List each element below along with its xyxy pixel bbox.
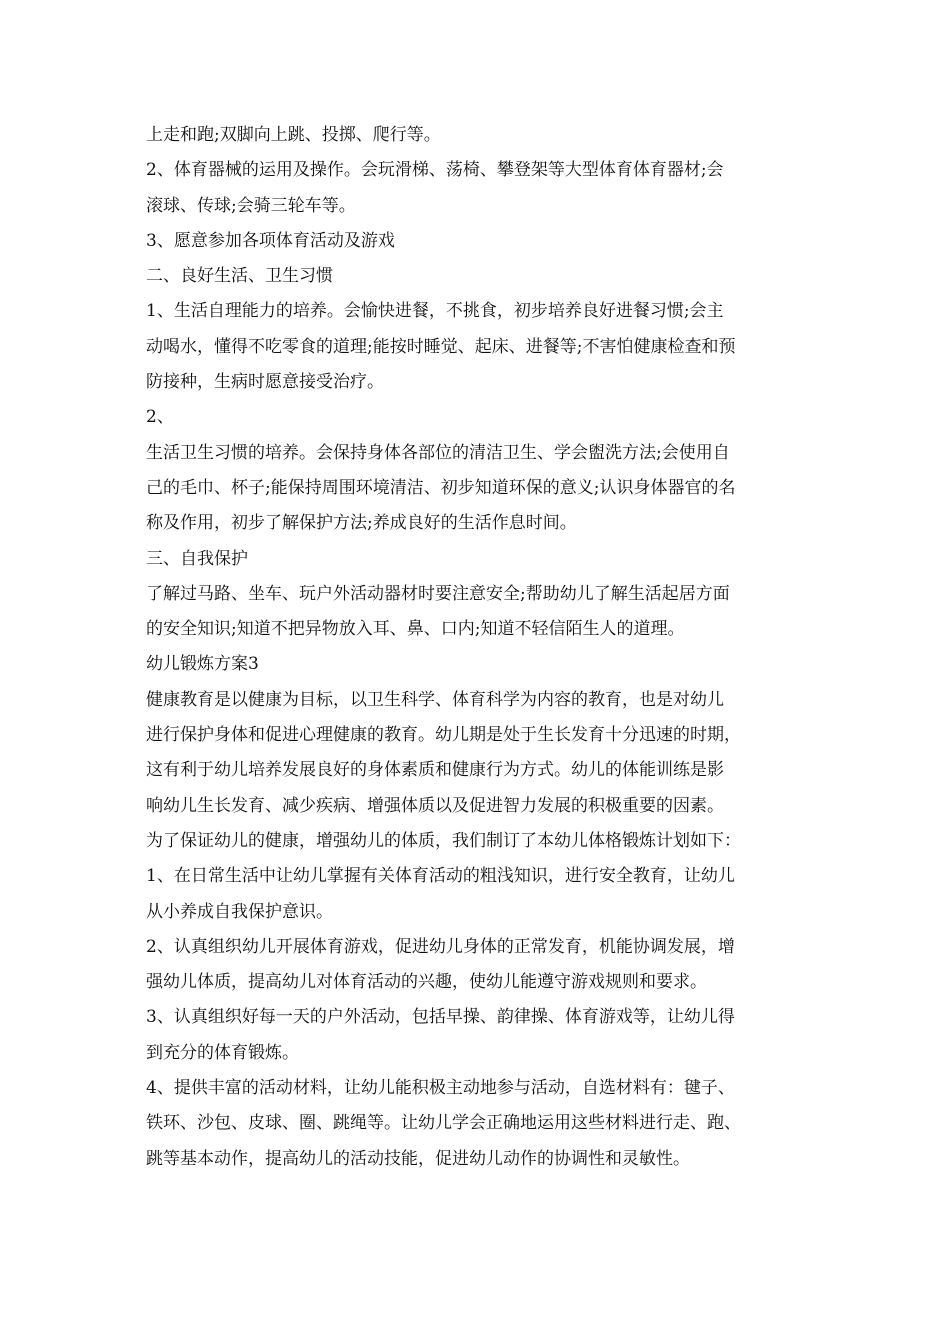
text-line: 1、在日常生活中让幼儿掌握有关体育活动的粗浅知识，进行安全教育，让幼儿	[146, 866, 735, 887]
text-line: 铁环、沙包、皮球、圈、跳绳等。让幼儿学会正确地运用这些材料进行走、跑、	[146, 1113, 741, 1134]
text-line: 这有利于幼儿培养发展良好的身体素质和健康行为方式。幼儿的体能训练是影	[146, 760, 724, 781]
text-line: 2、认真组织幼儿开展体育游戏，促进幼儿身体的正常发育，机能协调发展，增	[146, 936, 735, 957]
text-line: 跳等基本动作，提高幼儿的活动技能，促进幼儿动作的协调性和灵敏性。	[146, 1148, 690, 1169]
text-line: 生活卫生习惯的培养。会保持身体各部位的清洁卫生、学会盥洗方法;会使用自	[146, 442, 730, 463]
text-line: 响幼儿生长发育、减少疾病、增强体质以及促进智力发展的积极重要的因素。	[146, 795, 724, 816]
section-heading: 二、良好生活、卫生习惯	[146, 266, 333, 287]
text-line: 了解过马路、坐车、玩户外活动器材时要注意安全;帮助幼儿了解生活起居方面	[146, 583, 730, 604]
document-body	[146, 118, 826, 1177]
text-line: 2、体育器械的运用及操作。会玩滑梯、荡椅、攀登架等大型体育体育器材;会	[146, 160, 724, 181]
text-line: 到充分的体育锻炼。	[146, 1042, 299, 1063]
section-heading: 三、自我保护	[146, 548, 248, 569]
text-line: 称及作用，初步了解保护方法;养成良好的生活作息时间。	[146, 513, 577, 534]
text-line: 从小养成自我保护意识。	[146, 901, 333, 922]
text-line: 健康教育是以健康为目标，以卫生科学、体育科学为内容的教育，也是对幼儿	[146, 689, 724, 710]
text-line: 4、提供丰富的活动材料，让幼儿能积极主动地参与活动，自选材料有：毽子、	[146, 1078, 735, 1099]
text-line: 强幼儿体质，提高幼儿对体育活动的兴趣，使幼儿能遵守游戏规则和要求。	[146, 972, 707, 993]
document-title: 幼儿锻炼方案3	[146, 654, 259, 675]
text-line: 2、	[146, 407, 174, 428]
text-line: 3、认真组织好每一天的户外活动，包括早操、韵律操、体育游戏等，让幼儿得	[146, 1007, 735, 1028]
text-line: 上走和跑;双脚向上跳、投掷、爬行等。	[146, 125, 441, 145]
text-line: 3、愿意参加各项体育活动及游戏	[146, 230, 395, 251]
text-line: 动喝水，懂得不吃零食的道理;能按时睡觉、起床、进餐等;不害怕健康检查和预	[146, 336, 736, 357]
text-line: 滚球、传球;会骑三轮车等。	[146, 195, 356, 216]
text-line: 进行保护身体和促进心理健康的教育。幼儿期是处于生长发育十分迅速的时期，	[146, 725, 741, 746]
text-line: 为了保证幼儿的健康，增强幼儿的体质，我们制订了本幼儿体格锻炼计划如下：	[146, 830, 741, 851]
text-line: 的安全知识;知道不把异物放入耳、鼻、口内;知道不轻信陌生人的道理。	[146, 619, 685, 640]
text-line: 1、生活自理能力的培养。会愉快进餐，不挑食，初步培养良好进餐习惯;会主	[146, 301, 724, 322]
text-line: 己的毛巾、杯子;能保持周围环境清洁、初步知道环保的意义;认识身体器官的名	[146, 477, 736, 498]
text-line: 防接种，生病时愿意接受治疗。	[146, 372, 384, 393]
